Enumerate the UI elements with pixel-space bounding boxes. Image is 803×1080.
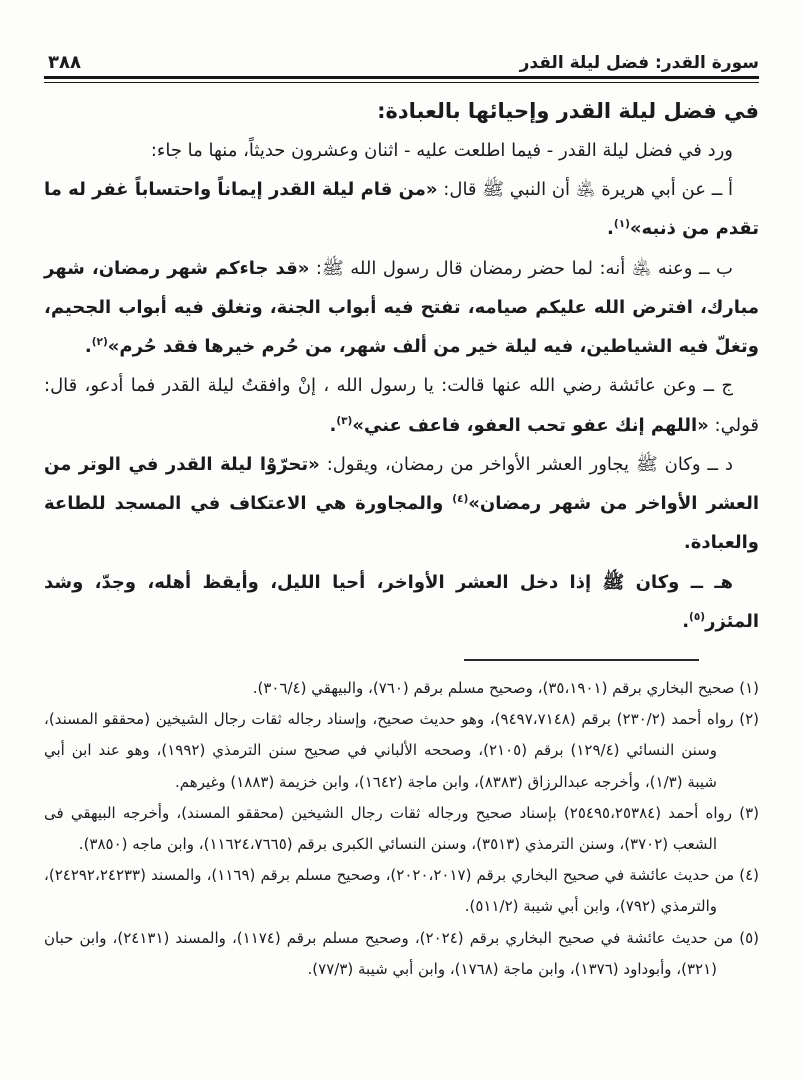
footnote: (١) صحيح البخاري برقم (٣٥،١٩٠١)، وصحيح مسلم برقم (٧٦٠)، والبيهقي (٣٠٦/٤). [252,679,759,698]
footnote: (٥) من حديث عائشة في صحيح البخاري برقم (٢٠٢٤)، وصحيح مسلم برقم (١١٧٤)، والمسند (٢٤١٣١)، وابن حبان (٣٢١)، وأبوداود (١٣٧٦)، وابن ماجة (١٧٦٨)، وابن أبي شيبة (٧٧/٣). [44,928,759,978]
text-segment: والمجاورة هي الاعتكاف في المسجد للطاعة والعبادة. [44,493,759,554]
text-segment: د ــ وكان ﷺ يجاور العشر الأواخر من رمضان، ويقول: [319,453,733,475]
text-segment: ورد في فضل ليلة القدر - فيما اطلعت عليه - اثنان وعشرون حديثاً، منها ما جاء: [150,140,733,161]
body-text [44,131,759,641]
text-segment: ب ــ وعنه ﵁ أنه: لما حضر رمضان قال رسول الله ﷺ: [309,257,733,279]
text-segment: «تحرّوْا ليلة القدر في الوتر من العشر الأواخر من شهر رمضان» [44,453,759,515]
footnote-ref: (٥) [689,610,706,623]
text-segment: «اللهم إنك عفو تحب العفو، فاعف عني» [352,414,709,436]
footnote-ref: (٣) [336,414,353,427]
footnote: (٤) من حديث عائشة في صحيح البخاري برقم (٢٠٢٠،٢٠١٧)، وصحيح مسلم برقم (١١٦٩)، والمسند (٢٤٢٩٢،٢٤٢٣٣)، والترمذي (٧٩٢)، وابن أبي شيبة (٥١١/٢). [44,866,759,916]
text-segment: . [84,336,92,358]
footnotes [44,673,759,985]
footnote-ref: (٢) [91,336,108,349]
text-segment: أ ــ عن أبي هريرة ﵁ أن النبي ﷺ قال: [437,179,733,201]
text-segment: «من قام ليلة القدر إيماناً واحتساباً غفر له ما تقدم من ذنبه» [44,179,759,240]
text-segment: . [607,218,614,240]
header-rule [44,76,759,83]
text-segment: «قد جاءكم شهر رمضان، شهر مبارك، افترض الله عليكم صيامه، تفتح فيه أبواب الجنة، وتغلق فيه أبواب الجحيم، وتغلّ فيه الشياطين، فيه ليلة خير من ألف شهر، من حُرم خيرها فقد حُرم» [44,257,759,358]
paragraph [44,445,759,563]
text-segment: ج ــ وعن عائشة رضي الله عنها قالت: يا رسول الله ، إنْ وافقتُ ليلة القدر فما أدعو، قال: قولي: [44,375,759,436]
paragraph [44,563,759,641]
footnote: (٢) رواه أحمد (٢٣٠/٢) برقم (٩٤٩٧،٧١٤٨)، وهو حديث صحيح، وإسناد رجاله ثقات رجال الشيخين (محققو المسند)، وسنن النسائي (١٢٩/٤) برقم (٢١٠٥)، وصححه الألباني في صحيح سنن الترمذي (١٩٩٢)، وهو عند ابن أبي شيبة (١/٣)، وأخرجه عبدالرزاق (٨٣٨٣)، وابن ماجة (١٦٤٢)، وابن خزيمة (١٨٨٣) وغيرهم. [44,710,759,791]
paragraph [44,366,759,444]
section-heading: في فضل ليلة القدر وإحيائها بالعبادة: [377,99,759,123]
paragraph [44,249,759,367]
footnote: (٣) رواه أحمد (٢٥٤٩٥،٢٥٣٨٤) بإسناد صحيح ورجاله ثقات رجال الشيخين (محققو المسند)، وأخرجه البيهقي فى الشعب (٣٧٠٢)، وسنن الترمذي (٣٥١٣)، وسنن النسائي الكبرى برقم (١١٦٢٤،٧٦٦٥)، وابن ماجه (٣٨٥٠). [44,803,759,853]
footnote-divider [464,659,699,661]
text-segment: . [682,610,690,632]
running-title: سورة القدر: فضل ليلة القدر [519,53,759,73]
footnote-ref: (٤) [452,493,469,506]
page-number: ٣٨٨ [48,52,81,73]
text-segment: . [329,414,337,436]
footnote-ref: (١) [613,218,630,231]
text-segment: هـ ــ وكان ﷺ إذا دخل العشر الأواخر، أحيا الليل، وأيقظ أهله، وجدّ، وشد المئزر [44,571,759,632]
paragraph [44,131,759,170]
page-header [44,52,759,73]
paragraph [44,170,759,248]
